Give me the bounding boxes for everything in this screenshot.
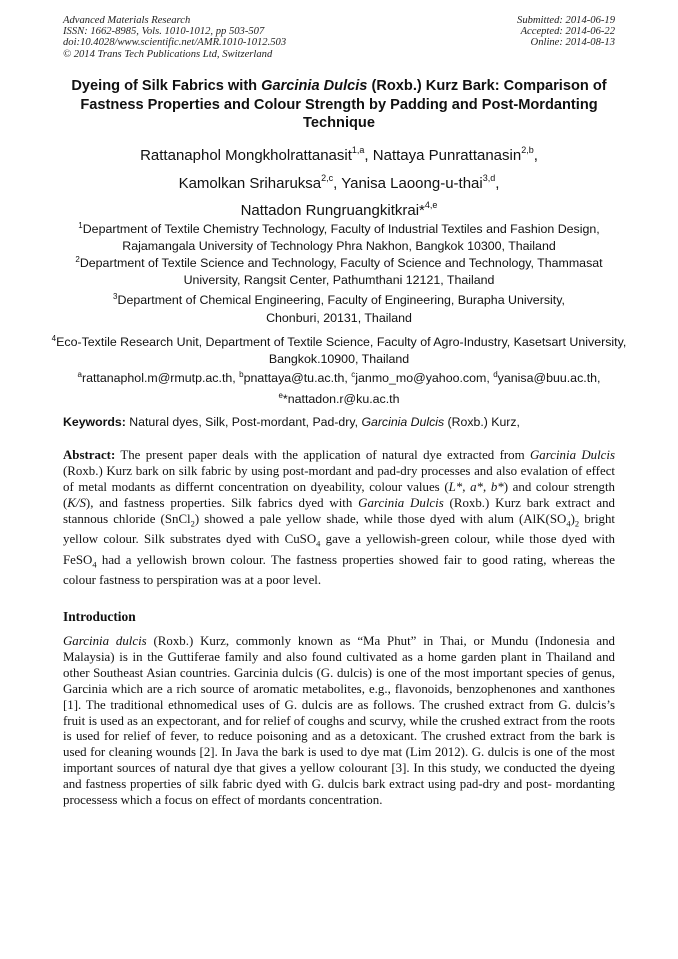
author-name: Yanisa Laoong-u-thai xyxy=(341,174,483,192)
author-list xyxy=(40,140,638,223)
author-name: Nattadon Rungruangkitkrai* xyxy=(240,202,425,219)
introduction-paragraph: Garcinia dulcis (Roxb.) Kurz, commonly known as “Ma Phut” in Thai, or Mundu (Indonesia and Malaysia) is in the Guttiferae family and also found cultivated as a home garden plant in Thailand and other Southeast Asian countries. Garcinia dulcis (G. dulcis) is one of the most important species of genus, Garcinia which are a rich source of aromatic metabolites, e.g., flavonoids, benzophenones and xanthones [1]. The traditional ethnomedical uses of G. dulcis are as follows. The crushed extract from G. dulcis’s fruit is used as an expectorant, and for relief of coughs and scurvy, while the crushed extract from the roots is used for relief of fever, to reduce poisoning and as a detoxicant. The crushed extract from the bark is used for cleaning wounds [2]. In Java the bark is used to dye mat (Lim 2012). G. dulcis is one of the most important sources of natural dye that gives a yellow colourant [3]. In this study, we conducted the dyeing and fastness properties of silk fabric dyed with G. dulcis bark extract using pad-dry and post- mordanting processess which a focus on effect of mordants concentration. xyxy=(63,634,615,808)
author-name: Kamolkan Sriharuksa xyxy=(178,174,322,192)
email-e[interactable]: *nattadon.r@ku.ac.th xyxy=(282,392,400,407)
email-b[interactable]: pnattaya@tu.ac.th xyxy=(243,371,345,386)
email-d[interactable]: yanisa@buu.ac.th xyxy=(497,371,598,386)
copyright-line: © 2014 Trans Tech Publications Ltd, Switzerland xyxy=(63,48,273,60)
author-name: Rattanaphol Mongkholrattanasit xyxy=(140,147,352,164)
author-name: Nattaya Punrattanasin xyxy=(372,147,522,164)
keywords: Keywords: Natural dyes, Silk, Post-mordant, Pad-dry, Garcinia Dulcis (Roxb.) Kurz, xyxy=(63,415,520,429)
issn-line: ISSN: 1662-8985, Vols. 1010-1012, pp 503-507 xyxy=(63,26,265,38)
author-line: Kamolkan Sriharuksa$^{2,c}$, Yanisa Laoong-u-thai$^{3,d}$, xyxy=(178,172,500,192)
title-species: Garcinia Dulcis xyxy=(261,78,368,94)
affiliation-1: $^1$Department of Textile Chemistry Technology, Faculty of Industrial Textiles and Fashion Design, Rajamangala University of Technology Phra Nakhon, Bangkok 10300, Thailand xyxy=(78,221,600,254)
doi-line[interactable]: doi:10.4028/www.scientific.net/AMR.1010-1012.503 xyxy=(63,37,287,49)
accepted-date: Accepted: 2014-06-22 xyxy=(520,26,615,38)
affiliation-2: $^2$Department of Textile Science and Technology, Faculty of Science and Technology, Thammasat University, Rangsit Center, Pathumthani 12121, Thailand xyxy=(75,255,603,288)
email-a[interactable]: rattanaphol.m@rmutp.ac.th xyxy=(81,371,233,386)
abstract-label: Abstract: xyxy=(63,448,116,462)
journal-name: Advanced Materials Research xyxy=(63,15,191,26)
email-list: $^a$rattanaphol.m@rmutp.ac.th, $^b$pnattaya@tu.ac.th, $^c$janmo_mo@yahoo.com, $^d$yanisa@buu.ac.th, $^e$*nattadon.r@ku.ac.th xyxy=(77,370,601,407)
journal-info xyxy=(63,15,286,60)
affiliation-4: $^4$Eco-Textile Research Unit, Department of Textile Science, Faculty of Agro-Industry, Kasetsart University, Bangkok.10900, Thailand xyxy=(51,334,627,367)
submitted-date: Submitted: 2014-06-19 xyxy=(517,15,615,26)
keywords-label: Keywords: xyxy=(63,415,126,429)
introduction-heading: Introduction xyxy=(63,609,136,624)
abstract: Abstract: The present paper deals with the application of natural dye extracted from Garcinia Dulcis (Roxb.) Kurz bark on silk fabric by using post-mordant and pad-dry processes and also evalation of effect of metal modants as differnt concentration on dyeability, colour values (L*, a*, b*) and colour strength (K/S), and fastness properties. Silk fabrics dyed with Garcinia Dulcis (Roxb.) Kurz bark extract and stannous chloride (SnCl$_2$) showed a pale yellow shade, while those dyed with alum ($AlK(SO_4)_2$ bright yellow colour. Silk substrates dyed with CuSO$_4$ gave a yellowish-green colour, while those dyed with FeSO$_4$ had a yellowish brown colour. The fastness properties showed fair to good rating, whereas the colour fastness to perspiration was at a poor level. xyxy=(63,448,616,588)
email-c[interactable]: janmo_mo@yahoo.com xyxy=(355,371,487,386)
affiliation-3: $^3$Department of Chemical Engineering, Faculty of Engineering, Burapha University, xyxy=(113,292,565,308)
paper-title: Dyeing of Silk Fabrics with Garcinia Dulcis (Roxb.) Kurz Bark: Comparison of Fastness Properties and Colour Strength by Padding and Post-Mordanting Technique xyxy=(71,78,607,131)
online-date: Online: 2014-08-13 xyxy=(530,37,615,49)
author-line: Nattadon Rungruangkitkrai*$^{4,e}$ xyxy=(240,200,438,219)
affiliation-3-city: Chonburi, 20131, Thailand xyxy=(266,311,412,325)
author-line: Rattanaphol Mongkholrattanasit$^{1,a}$, Nattaya Punrattanasin$^{2,b}$, xyxy=(140,145,538,164)
submission-dates xyxy=(517,15,615,49)
